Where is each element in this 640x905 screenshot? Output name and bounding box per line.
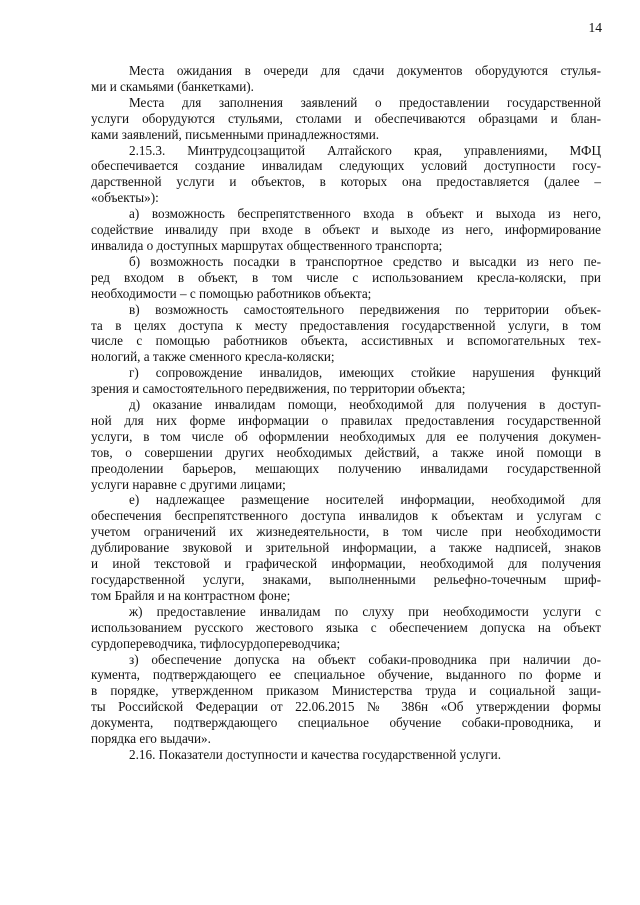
text-line: ками заявлений, письменными принадлежностями.	[91, 126, 380, 142]
text-line: нологий, а также сменного кресла-коляски;	[91, 349, 335, 365]
text-line: Места для заполнения заявлений о предоставлении государственной	[129, 94, 601, 110]
text-line: преодолении барьеров, мешающих получению инвалидами государственной	[91, 460, 601, 476]
text-line: и иной текстовой и графической информации, необходимой для получения	[91, 556, 601, 572]
text-line: использованием русского жестового языка с обеспечением допуска на объект	[91, 619, 601, 635]
text-line: 2.15.3. Минтрудсоцзащитой Алтайского края, управлениями, МФЦ	[129, 142, 601, 158]
text-line: документа, подтверждающего специальное обучение собаки-проводника, и	[91, 715, 601, 731]
text-line: г) сопровождение инвалидов, имеющих стойкие нарушения функций	[129, 365, 601, 381]
text-line: а) возможность беспрепятственного входа в объект и выхода из него,	[129, 206, 601, 222]
text-line: ред входом в объект, в том числе с использованием кресла-коляски, при	[91, 269, 601, 285]
text-line: учетом ограничений их жизнедеятельности, в том числе при необходимости	[91, 524, 601, 540]
text-line: услуги оборудуются стульями, столами и обеспечиваются образцами и блан-	[91, 110, 601, 126]
text-line: ты Российской Федерации от 22.06.2015 № 386н «Об утверждении формы	[91, 699, 601, 715]
text-line: Места ожидания в очереди для сдачи документов оборудуются стулья-	[129, 63, 601, 78]
document-body	[91, 63, 601, 763]
text-line: обеспечивается создание инвалидам следующих условий доступности госу-	[91, 158, 601, 174]
text-line: «объекты»):	[91, 190, 159, 206]
text-line: услуги, в том числе об оформлении необходимых для ее получения докумен-	[91, 428, 601, 444]
text-line: дарственной услуги и объектов, в которых она предоставляется (далее –	[91, 174, 601, 190]
text-line: услуги наравне с другими лицами;	[91, 476, 286, 492]
text-line: инвалида о доступных маршрутах общественного транспорта;	[91, 237, 443, 253]
text-line: зрения и самостоятельного передвижения, по территории объекта;	[91, 381, 466, 397]
text-line: е) надлежащее размещение носителей информации, необходимой для	[129, 492, 601, 508]
text-line: порядка его выдачи».	[91, 731, 211, 747]
text-line: сурдопереводчика, тифлосурдопереводчика;	[91, 635, 341, 651]
text-line: б) возможность посадки в транспортное средство и высадки из него пе-	[129, 253, 601, 269]
text-line: ной для них форме информации о правилах предоставления государственной	[91, 412, 601, 428]
text-line: числе с помощью работников объекта, ассистивных и вспомогательных тех-	[91, 333, 601, 349]
page-number: 14	[588, 20, 602, 35]
text-line: та в целях доступа к месту предоставления государственной услуги, в том	[91, 317, 601, 333]
text-line: в порядке, утвержденном приказом Министерства труда и социальной защи-	[91, 683, 601, 699]
text-line: содействие инвалиду при входе в объект и выходе из него, информирование	[91, 222, 601, 238]
text-line: государственной услуги, знаками, выполненными рельефно-точечным шриф-	[91, 572, 601, 587]
text-line: ж) предоставление инвалидам по слуху при необходимости услуги с	[129, 603, 601, 619]
text-line: кумента, подтверждающего ее специальное обучение, выданного по форме и	[91, 667, 601, 683]
text-line: з) обеспечение допуска на объект собаки-проводника при наличии до-	[129, 651, 601, 667]
text-line: тов, о совершении других необходимых действий, а также иной помощи в	[91, 444, 601, 460]
text-line: том Брайля и на контрастном фоне;	[91, 587, 291, 603]
text-line: обеспечения беспрепятственного доступа инвалидов к объектам и услугам с	[91, 508, 601, 524]
text-line: в) возможность самостоятельного передвижения по территории объек-	[129, 301, 601, 317]
text-line: 2.16. Показатели доступности и качества государственной услуги.	[129, 746, 501, 762]
text-line: дублирование звуковой и зрительной информации, а также надписей, знаков	[91, 540, 601, 556]
text-line: необходимости – с помощью работников объекта;	[91, 285, 372, 301]
text-line: ми и скамьями (банкетками).	[91, 78, 254, 94]
text-line: д) оказание инвалидам помощи, необходимой для получения в доступ-	[129, 397, 601, 413]
